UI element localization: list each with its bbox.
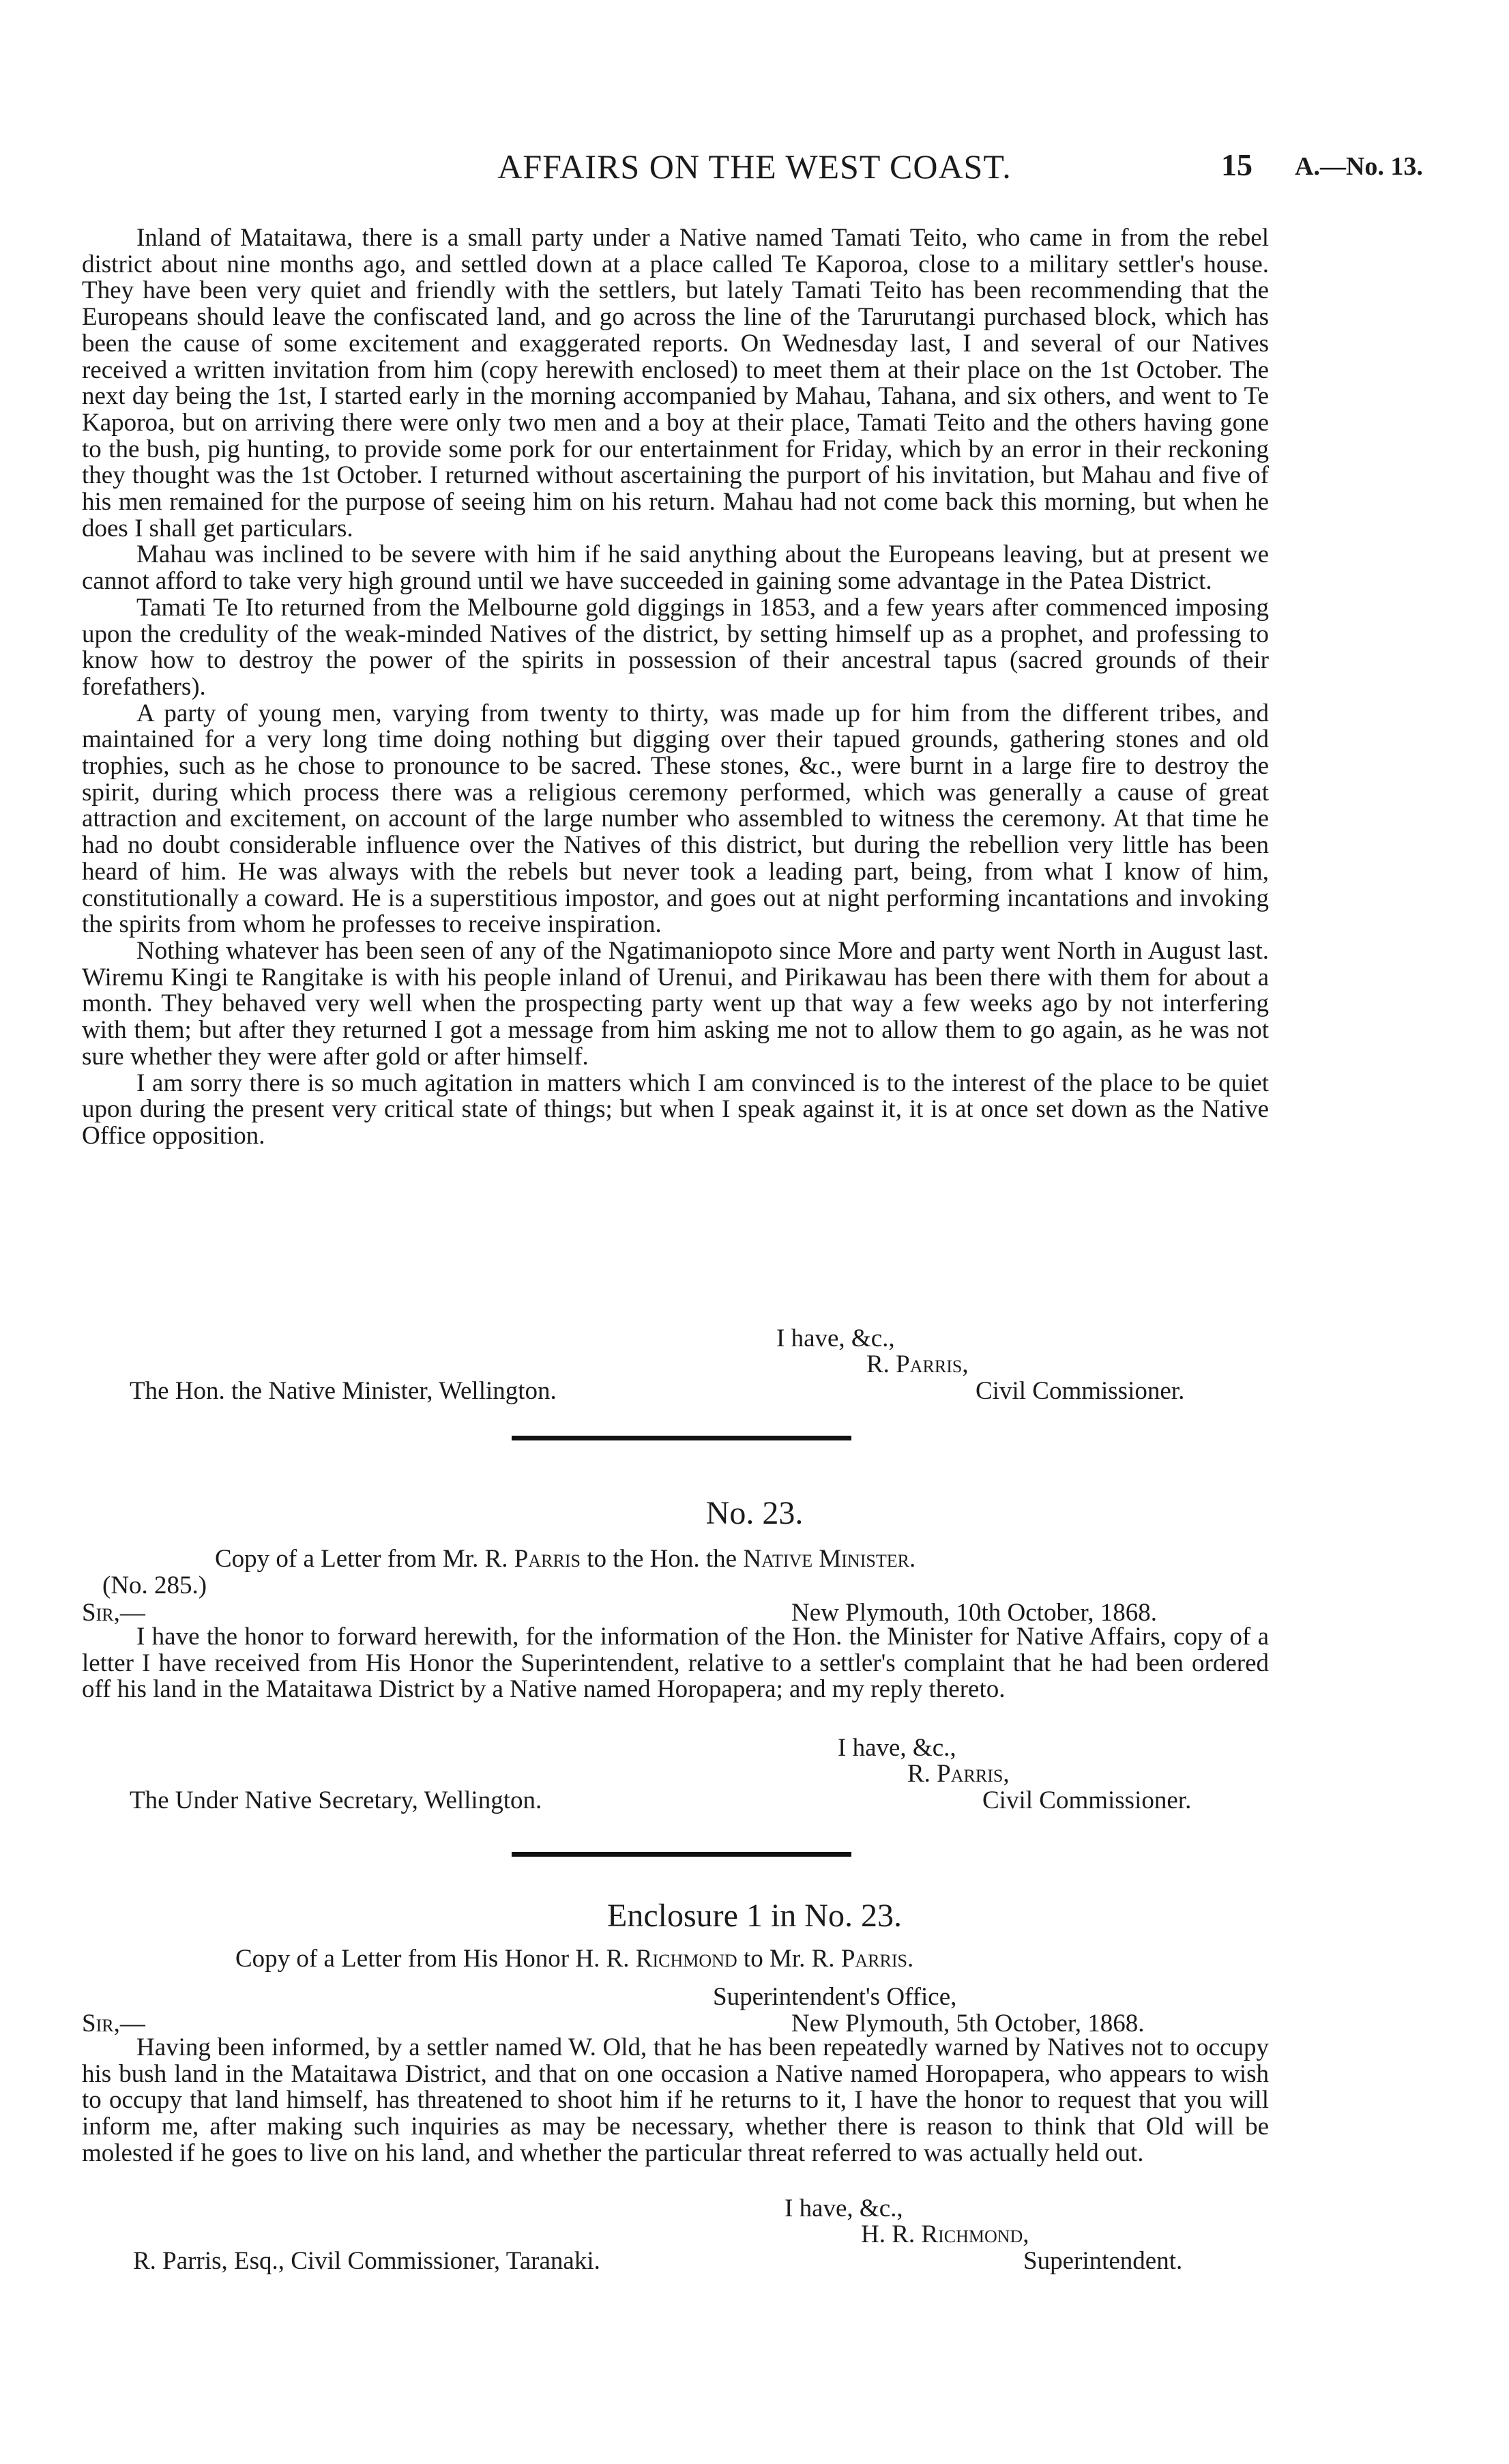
subtitle-name: Richmond (635, 1945, 737, 1973)
paragraph: Mahau was inclined to be severe with him if he said anything about the Europeans leaving, but at present we cannot afford to take very high ground until we have succeeded in gaining some advantage in the Patea District. (82, 540, 1269, 596)
section-divider (512, 1852, 851, 1857)
subtitle-text: to the Hon. the (580, 1545, 744, 1573)
signer-title: Civil Commissioner. (982, 1786, 1192, 1814)
subtitle-name: Native Minister. (743, 1545, 916, 1573)
letter-body (82, 2035, 1269, 2167)
closing: I have, &c., (776, 1324, 895, 1352)
subtitle-text: Copy of a Letter from Mr. R. (215, 1545, 514, 1573)
subtitle-text: to Mr. R. (737, 1945, 841, 1973)
paragraph: A party of young men, varying from twenty to thirty, was made up for him from the different tribes, and maintained for a very long time doing nothing but digging over their tapued grounds, gathering stones and old trophies, such as he chose to pronounce to be sacred. These stones, &c., were burnt in a large fire to destroy the spirit, during which process there was a religious ceremony performed, which was generally a cause of great attraction and excitement, on account of the large number who assembled to witness the ceremony. At that time he had no doubt considerable influence over the Natives of this district, but during the rebellion very little has been heard of him. He was always with the rebels but never took a leading part, being, from what I know of him, constitutionally a coward. He is a superstitious impostor, and goes out at night performing incantations and invoking the spirits from whom he professes to receive inspiration. (82, 699, 1269, 939)
signer-title: Superintendent. (1023, 2247, 1183, 2275)
letter-body (82, 1624, 1269, 1703)
signature: R. Parris, (866, 1350, 969, 1378)
closing: I have, &c., (785, 2194, 903, 2222)
letter-number-heading: No. 23. (705, 1495, 804, 1531)
closing: I have, &c., (838, 1734, 956, 1762)
addressee: R. Parris, Esq., Civil Commissioner, Taranaki. (133, 2247, 600, 2275)
enclosure-heading: Enclosure 1 in No. 23. (607, 1898, 902, 1934)
signature: R. Parris, (907, 1760, 1010, 1788)
place-date: New Plymouth, 5th October, 1868. (791, 2010, 1145, 2038)
salutation: Sir,— (82, 1599, 145, 1627)
subtitle-text: Copy of a Letter from His Honor H. R. (235, 1945, 636, 1973)
paragraph: I am sorry there is so much agitation in matters which I am convinced is to the interest of the place to be quiet upon during the present very critical state of things; but when I speak against it, it is at once set down as the Native Office opposition. (82, 1069, 1269, 1150)
letter-reference: (No. 285.) (102, 1571, 207, 1599)
office-line: Superintendent's Office, (713, 1983, 957, 2011)
paragraph: Nothing whatever has been seen of any of the Ngatimaniopoto since More and party went North in August last. Wiremu Kingi te Rangitake is with his people inland of Urenui, and Pirikawau has been there with them for about a month. They behaved very well when the prospecting party went up that way a few weeks ago by not interfering with them; but after they returned I got a message from him asking me not to allow them to go again, as he was not sure whether they were after gold or after himself. (82, 936, 1269, 1071)
paragraph: Tamati Te Ito returned from the Melbourne gold diggings in 1853, and a few years after commenced imposing upon the credulity of the weak-minded Natives of the district, by setting himself up as a prophet, and professing to know how to destroy the power of the spirits in possession of their ancestral tapus (sacred grounds of their forefathers). (82, 593, 1269, 701)
paragraph: Having been informed, by a settler named W. Old, that he has been repeatedly warned by Natives not to occupy his bush land in the Mataitawa District, and that on one occasion a Native named Horopapera, who appears to wish to occupy that land himself, has threatened to shoot him if he returns to it, I have the honor to request that you will inform me, after making such inquiries as may be necessary, whether there is reason to think that Old will be molested if he goes to live on his land, and whether the particular threat referred to was actually held out. (82, 2033, 1269, 2167)
signer-title: Civil Commissioner. (976, 1377, 1185, 1405)
enclosure-subtitle (235, 1944, 913, 1973)
paragraph: I have the honor to forward herewith, for the information of the Hon. the Minister for Native Affairs, copy of a letter I have received from His Honor the Superintendent, relative to a settler's complaint that he had been ordered off his land in the Mataitawa District by a Native named Horopapera; and my reply thereto. (82, 1623, 1269, 1704)
signature: H. R. Richmond, (861, 2220, 1029, 2248)
paper-reference: A.—No. 13. (1295, 152, 1423, 181)
section-divider (512, 1436, 851, 1440)
page-number: 15 (1221, 147, 1252, 182)
letter-subtitle (215, 1544, 915, 1574)
addressee: The Under Native Secretary, Wellington. (130, 1786, 542, 1814)
paragraph: Inland of Mataitawa, there is a small party under a Native named Tamati Teito, who came in from the rebel district about nine months ago, and settled down at a place called Te Kaporoa, close to a military settler's house. They have been very quiet and friendly with the settlers, but lately Tamati Teito has been recommending that the Europeans should leave the confiscated land, and go across the line of the Tarurutangi purchased block, which has been the cause of some excitement and exaggerated reports. On Wednesday last, I and several of our Natives received a written invitation from him (copy herewith enclosed) to meet them at their place on the 1st October. The next day being the 1st, I started early in the morning accompanied by Mahau, Tahana, and six others, and went to Te Kaporoa, but on arriving there were only two men and a boy at their place, Tamati Teito and the others having gone to the bush, pig hunting, to provide some pork for our entertainment for Friday, which by an error in their reckoning they thought was the 1st October. I returned without ascertaining the purport of his invitation, but Mahau and five of his men remained for the purpose of seeing him on his return. Mahau had not come back this morning, but when he does I shall get particulars. (82, 224, 1269, 542)
salutation: Sir,— (82, 2010, 145, 2038)
addressee: The Hon. the Native Minister, Wellington. (130, 1377, 557, 1405)
letter-body (82, 225, 1269, 1150)
subtitle-name: Parris. (840, 1945, 914, 1973)
running-header-title: AFFAIRS ON THE WEST COAST. (497, 147, 1012, 186)
subtitle-name: Parris (514, 1545, 581, 1573)
place-date: New Plymouth, 10th October, 1868. (791, 1599, 1157, 1627)
